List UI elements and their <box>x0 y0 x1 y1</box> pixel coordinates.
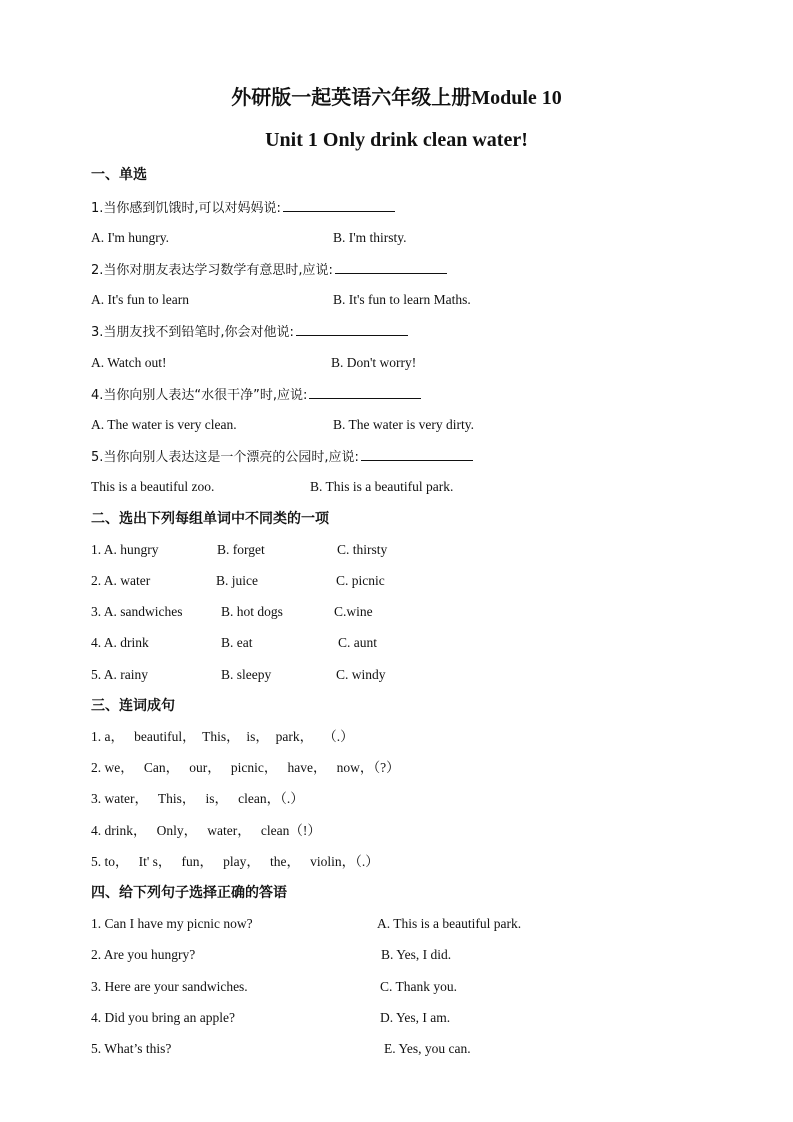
match-answer: D. Yes, I am. <box>380 1010 451 1025</box>
match-question: 3. Here are your sandwiches. <box>91 979 248 994</box>
option-b: B. I'm thirsty. <box>333 230 407 245</box>
option-b: B. Don't worry! <box>331 355 417 370</box>
odd-option-b: B. hot dogs <box>221 604 283 619</box>
match-answer: C. Thank you. <box>380 979 457 994</box>
question-5 <box>91 447 473 467</box>
odd-option-b: B. eat <box>221 635 253 650</box>
section-heading-4: 四、给下列句子选择正确的答语 <box>91 885 287 901</box>
odd-option-b: B. sleepy <box>221 667 272 682</box>
odd-option-c: C. windy <box>336 667 386 682</box>
question-2 <box>91 260 447 280</box>
odd-option-a: 4. A. drink <box>91 635 149 650</box>
section-heading-1: 一、单选 <box>91 167 147 183</box>
odd-option-a: 2. A. water <box>91 573 151 588</box>
answer-blank <box>335 260 447 274</box>
word-order-item: 5. to， It' s， fun， play， the， violin，（.） <box>91 854 379 869</box>
question-4 <box>91 385 421 405</box>
match-question: 1. Can I have my picnic now? <box>91 916 253 931</box>
question-text: 3.当朋友找不到铅笔时,你会对他说: <box>91 325 294 340</box>
odd-option-a: 3. A. sandwiches <box>91 604 183 619</box>
word-order-item: 3. water， This， is， clean，（.） <box>91 791 304 806</box>
option-a: This is a beautiful zoo. <box>91 479 215 494</box>
odd-option-c: C. aunt <box>338 635 377 650</box>
odd-option-a: 1. A. hungry <box>91 542 159 557</box>
question-text: 2.当你对朋友表达学习数学有意思时,应说: <box>91 263 333 278</box>
option-a: A. The water is very clean. <box>91 417 237 432</box>
option-a: A. I'm hungry. <box>91 230 170 245</box>
question-3 <box>91 322 408 342</box>
word-order-item: 2. we， Can， our， picnic， have， now，（?） <box>91 760 400 775</box>
answer-blank <box>296 322 408 336</box>
question-text: 5.当你向别人表达这是一个漂亮的公园时,应说: <box>91 450 359 465</box>
odd-option-a: 5. A. rainy <box>91 667 148 682</box>
option-b: B. The water is very dirty. <box>333 417 474 432</box>
question-text: 1.当你感到饥饿时,可以对妈妈说: <box>91 201 281 216</box>
answer-blank <box>283 198 395 212</box>
odd-option-c: C. thirsty <box>337 542 388 557</box>
option-b: B. This is a beautiful park. <box>310 479 454 494</box>
answer-blank <box>309 385 421 399</box>
option-a: A. Watch out! <box>91 355 167 370</box>
odd-option-b: B. forget <box>217 542 265 557</box>
odd-option-b: B. juice <box>216 573 258 588</box>
match-answer: A. This is a beautiful park. <box>377 916 522 931</box>
section-heading-2: 二、选出下列每组单词中不同类的一项 <box>91 511 329 527</box>
match-question: 5. What’s this? <box>91 1041 172 1056</box>
odd-option-c: C.wine <box>334 604 373 619</box>
question-text: 4.当你向别人表达“水很干净”时,应说: <box>91 388 308 403</box>
word-order-item: 4. drink， Only， water， clean（!） <box>91 823 321 838</box>
match-answer: E. Yes, you can. <box>384 1041 471 1056</box>
option-b: B. It's fun to learn Maths. <box>333 292 471 307</box>
page-title: 外研版一起英语六年级上册Module 10 <box>231 87 562 109</box>
option-a: A. It's fun to learn <box>91 292 190 307</box>
answer-blank <box>361 447 473 461</box>
section-heading-3: 三、连词成句 <box>91 698 175 714</box>
match-answer: B. Yes, I did. <box>381 947 452 962</box>
word-order-item: 1. a， beautiful， This， is， park， （.） <box>91 729 354 744</box>
match-question: 4. Did you bring an apple? <box>91 1010 235 1025</box>
page-subtitle: Unit 1 Only drink clean water! <box>265 129 528 151</box>
match-question: 2. Are you hungry? <box>91 947 196 962</box>
odd-option-c: C. picnic <box>336 573 385 588</box>
question-1 <box>91 198 395 218</box>
